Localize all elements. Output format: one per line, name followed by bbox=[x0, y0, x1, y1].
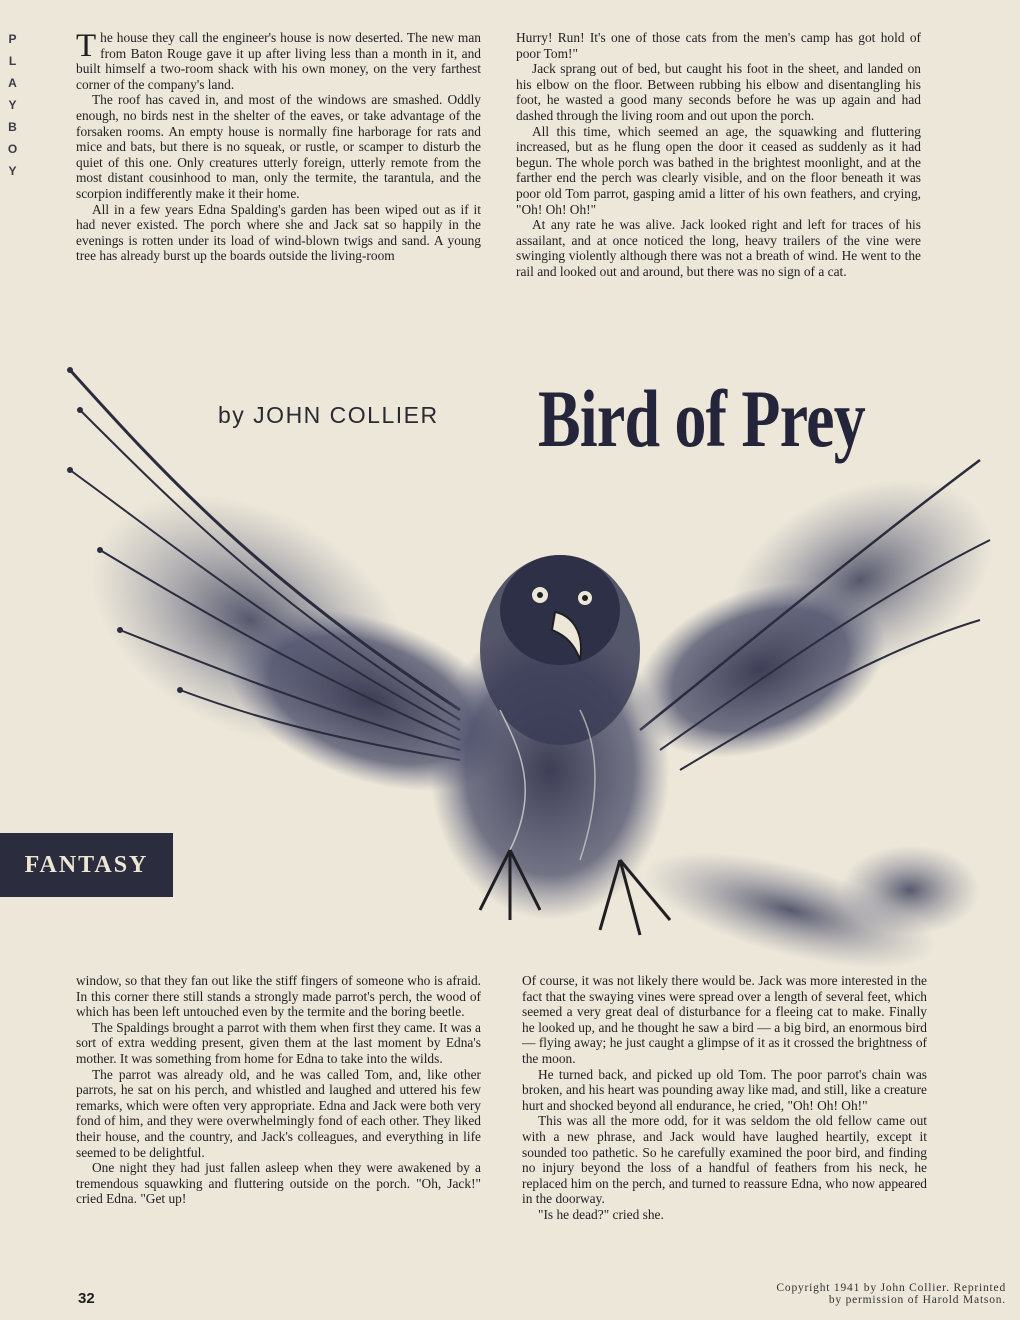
paragraph: Hurry! Run! It's one of those cats from the men's camp has got hold of poor Tom!" bbox=[516, 30, 921, 61]
copyright-line: Copyright 1941 by John Collier. Reprinted bbox=[776, 1282, 1006, 1294]
column-bottom-right bbox=[522, 973, 927, 1223]
drop-cap: T bbox=[76, 28, 97, 64]
copyright-line: by permission of Harold Matson. bbox=[828, 1294, 1006, 1306]
side-letter: Y bbox=[8, 98, 18, 112]
side-letter: A bbox=[8, 76, 18, 90]
column-top-left bbox=[76, 30, 481, 264]
paragraph: One night they had just fallen asleep when they were awakened by a tremendous squawking and fluttering outside on the porch. "Oh, Jack!" cried Edna. "Get up! bbox=[76, 1160, 481, 1207]
paragraph: Of course, it was not likely there would be. Jack was more interested in the fact that the swaying vines were spread over a length of several feet, which seemed a very great deal of disturbance for a fleeing cat to make. Finally he looked up, and he thought he saw a bird — a big bird, an enormous bird — flying away; he just caught a glimpse of it as it crossed the brightness of the moon. bbox=[522, 973, 927, 1066]
paragraph-text: he house they call the engineer's house is now deserted. The new man from Baton Rouge gave it up after living less than a month in it, and built himself a two-room shack with his own money, on the very farthest corner of the company's land. bbox=[76, 30, 481, 92]
paragraph: This was all the more odd, for it was seldom the old fellow came out with a new phrase, and Jack would have laughed heartily, except it sounded too pathetic. So he carefully examined the poor bird, and finding no injury beyond the loss of a handful of feathers from his neck, he replaced him on the perch, and turned to reassure Edna, who now appeared in the doorway. bbox=[522, 1113, 927, 1207]
paragraph: At any rate he was alive. Jack looked right and left for traces of his assailant, and at once noticed the long, heavy trailers of the vine were swinging violently although there was not a breath of wind. He went to the rail and looked out and around, but there was no sign of a cat. bbox=[516, 217, 921, 279]
paragraph: Jack sprang out of bed, but caught his foot in the sheet, and landed on his elbow on the floor. Between rubbing his elbow and disentangling his foot, he wasted a good many seconds before he was up again and had dashed through the living room and out upon the porch. bbox=[516, 61, 921, 123]
side-letter: L bbox=[8, 54, 18, 68]
paragraph: All this time, which seemed an age, the squawking and fluttering increased, but as he flung open the door it ceased as suddenly as it had begun. The whole porch was bathed in the brightest moonlight, and at the farther end the perch was clearly visible, and on the floor beneath it was poor old Tom parrot, gasping amid a litter of his own feathers, and crying, "Oh! Oh! Oh!" bbox=[516, 123, 921, 217]
copyright-notice bbox=[676, 1282, 1006, 1306]
side-letter: Y bbox=[8, 164, 18, 178]
paragraph: The roof has caved in, and most of the windows are smashed. Oddly enough, no birds nest in the shelter of the eaves, or take advantage of the forsaken rooms. An empty house is normally fine harborage for rats and mice and bats, but there is no squeak, or rustle, or scamper to disturb the quiet of this one. Only creatures utterly foreign, utterly remote from the most distant cousinhood to man, only the termite, the tarantula, and the scorpion indifferently make it their home. bbox=[76, 92, 481, 201]
paragraph: window, so that they fan out like the stiff fingers of someone who is afraid. In this corner there still stands a strongly made parrot's perch, the wood of which has been left untouched even by the termite and the boring beetle. bbox=[76, 973, 481, 1020]
magazine-name-vertical bbox=[6, 28, 20, 182]
column-bottom-left bbox=[76, 973, 481, 1207]
paragraph: The parrot was already old, and he was called Tom, and, like other parrots, he sat on his perch, and whistled and laughed and uttered his few remarks, which were often very appropriate. Edna and Jack were both very fond of him, and they were overwhelmingly fond of each other. They liked their house, and the country, and Jack's colleagues, and everything in life seemed to be delightful. bbox=[76, 1066, 481, 1160]
article-title: Bird of Prey bbox=[538, 373, 865, 464]
section-badge: FANTASY bbox=[0, 833, 173, 897]
paragraph bbox=[76, 30, 481, 92]
column-top-right bbox=[516, 30, 921, 280]
paragraph: The Spaldings brought a parrot with them when first they came. It was a sort of extra wedding present, given them at the last moment by Edna's mother. It was something from home for Edna to take into the wilds. bbox=[76, 1019, 481, 1066]
page-number: 32 bbox=[78, 1290, 95, 1307]
side-letter: B bbox=[8, 120, 18, 134]
paragraph: He turned back, and picked up old Tom. The poor parrot's chain was broken, and his heart was pounding away like mad, and still, like a creature hurt and shocked beyond all endurance, he cried, "Oh! Oh! Oh!" bbox=[522, 1066, 927, 1113]
paragraph: All in a few years Edna Spalding's garden has been wiped out as if it had never existed. The porch where she and Jack sat so happily in the evenings is rotten under its load of wind-blown twigs and sand. A young tree has already burst up the boards outside the living-room bbox=[76, 201, 481, 264]
paragraph: "Is he dead?" cried she. bbox=[538, 1206, 664, 1222]
author-byline: by JOHN COLLIER bbox=[218, 402, 439, 428]
side-letter: P bbox=[8, 32, 18, 46]
side-letter: O bbox=[7, 142, 19, 156]
